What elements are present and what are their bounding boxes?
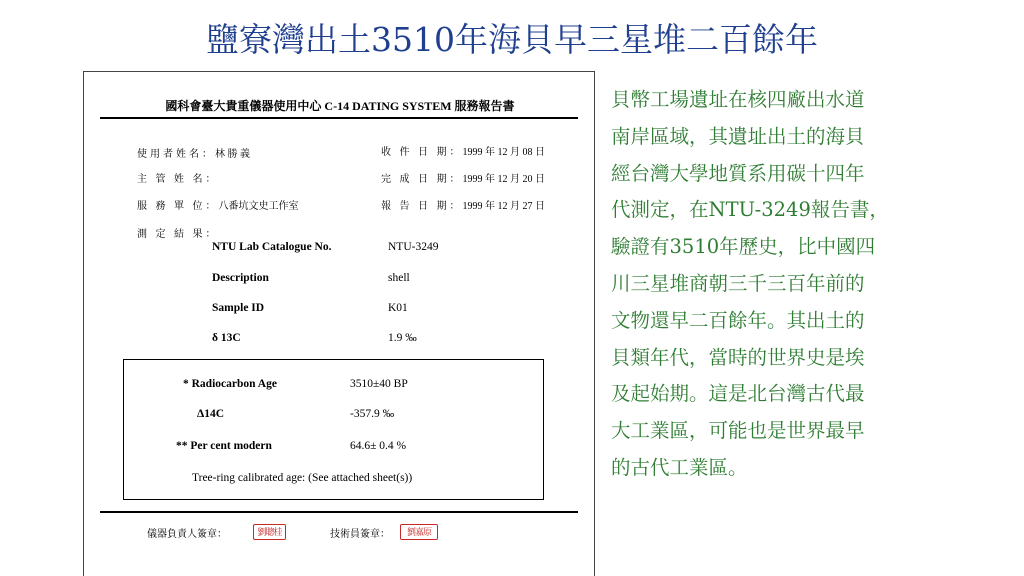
- user-name-value: 林 勝 義: [215, 149, 250, 160]
- c14-report-document: [83, 71, 595, 576]
- received-date-value: 1999 年 12 月 08 日: [462, 147, 545, 158]
- percent-modern-value: 64.6± 0.4 %: [350, 440, 407, 452]
- body-line: 的古代工業區。: [611, 455, 748, 479]
- completed-date-label: 完 成 日 期：: [381, 174, 463, 185]
- slide-title: 鹽寮灣出土3510年海貝早三星堆二百餘年: [206, 20, 818, 59]
- technician-stamp: 劉嘉原: [400, 524, 438, 540]
- catalogue-no-label: NTU Lab Catalogue No.: [212, 241, 332, 253]
- report-date-value: 1999 年 12 月 27 日: [462, 201, 545, 212]
- body-line: 驗證有3510年歷史，比中國四: [611, 235, 876, 259]
- body-line: 貝幣工場遺址在核四廠出水道: [611, 88, 865, 111]
- received-date-field: [381, 143, 545, 158]
- body-line: 及起始期。這是北台灣古代最: [611, 382, 865, 406]
- percent-modern-label: ** Per cent modern: [176, 440, 272, 452]
- description-value: shell: [388, 272, 410, 284]
- sample-id-label: Sample ID: [212, 302, 265, 314]
- delta14c-label: Δ14C: [197, 408, 225, 420]
- user-name-field: [137, 145, 250, 160]
- delta14c-value: -357.9 ‰: [350, 408, 395, 420]
- sample-id-value: K01: [388, 302, 408, 314]
- delta13c-label: δ 13C: [212, 332, 241, 344]
- footer-rule: [100, 511, 578, 513]
- body-line: 代測定，在NTU-3249報告書，: [611, 198, 889, 222]
- delta13c-value: 1.9 ‰: [388, 332, 417, 344]
- body-line: 大工業區，可能也是世界最早: [611, 419, 865, 443]
- body-line: 貝類年代，當時的世界史是埃: [611, 345, 865, 369]
- body-line: 川三星堆商朝三千三百年前的: [611, 271, 865, 295]
- completed-date-value: 1999 年 12 月 20 日: [462, 174, 545, 185]
- supervisor-field: [137, 170, 219, 185]
- received-date-label: 收 件 日 期：: [381, 147, 463, 158]
- result-label: 測 定 結 果：: [137, 229, 219, 240]
- supervisor-label: 主 管 姓 名：: [137, 174, 219, 185]
- body-line: 經台灣大學地質系用碳十四年: [611, 161, 865, 185]
- calibration-note: Tree-ring calibrated age: (See attached sheet(s)): [192, 472, 413, 484]
- catalogue-no-value: NTU-3249: [388, 241, 439, 253]
- completed-date-field: [381, 170, 545, 185]
- radiocarbon-age-label: * Radiocarbon Age: [183, 378, 277, 390]
- results-box: [123, 359, 544, 500]
- description-text: [611, 82, 951, 487]
- user-name-label: 使用者姓名：: [137, 149, 215, 160]
- unit-value: 八番坑文史工作室: [218, 201, 299, 212]
- body-line: 南岸區域，其遺址出土的海貝: [611, 124, 865, 148]
- instrument-stamp: 劉聰桂: [253, 524, 286, 540]
- description-label: Description: [212, 272, 269, 284]
- instrument-sign-label: 儀器負責人簽章：: [147, 529, 227, 540]
- technician-sign-label: 技術員簽章：: [330, 529, 390, 540]
- unit-label: 服 務 單 位：: [137, 201, 219, 212]
- unit-field: [137, 197, 299, 212]
- header-rule: [100, 117, 578, 119]
- result-field: [137, 225, 219, 240]
- report-header: 國科會臺大貴重儀器使用中心 C-14 DATING SYSTEM 服務報告書: [165, 99, 515, 113]
- body-line: 文物還早二百餘年。其出土的: [611, 308, 865, 332]
- radiocarbon-age-value: 3510±40 BP: [350, 378, 408, 390]
- report-date-field: [381, 197, 545, 212]
- report-date-label: 報 告 日 期：: [381, 201, 463, 212]
